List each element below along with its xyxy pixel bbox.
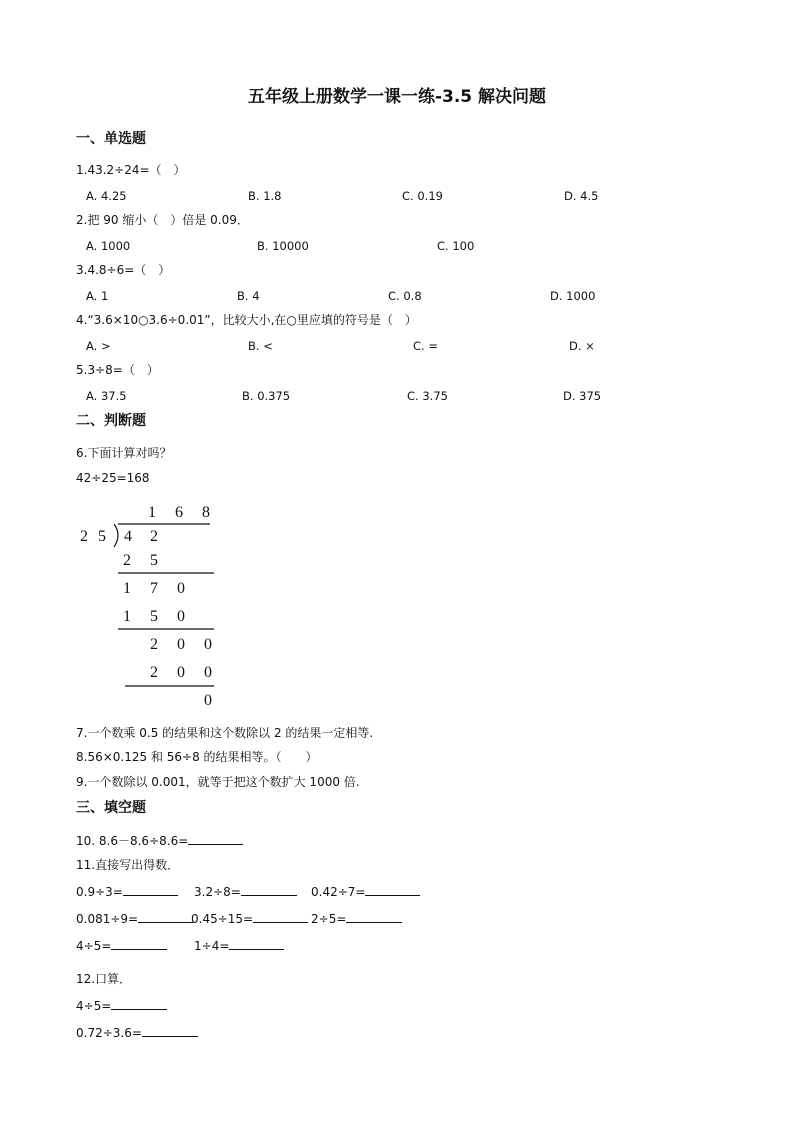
answer-blank[interactable]	[111, 937, 167, 950]
working-digit: 0	[204, 636, 212, 653]
working-digit: 2	[150, 664, 158, 681]
working-digit: 2	[123, 552, 131, 569]
question-5-option-a[interactable]: A. 37.5	[86, 389, 127, 403]
question-3-stem: 3.4.8÷6=（ ）	[76, 263, 171, 277]
question-1-option-d[interactable]: D. 4.5	[564, 189, 599, 203]
question-2-option-c[interactable]: C. 100	[437, 239, 475, 253]
question-12-item	[76, 997, 167, 1014]
question-6-stem: 6.下面计算对吗？	[76, 446, 172, 460]
answer-blank[interactable]	[111, 997, 167, 1010]
answer-blank[interactable]	[346, 910, 402, 923]
working-digit: 7	[150, 580, 158, 597]
question-11-item-text: 0.081÷9=	[76, 912, 139, 926]
question-5-option-d[interactable]: D. 375	[563, 389, 602, 403]
working-digit: 0	[177, 608, 185, 625]
question-12-item-text: 4÷5=	[76, 999, 112, 1013]
question-12-item-text: 0.72÷3.6=	[76, 1026, 142, 1040]
question-11-item	[191, 910, 308, 927]
dividend-digit: 2	[150, 528, 158, 545]
question-1-option-b[interactable]: B. 1.8	[248, 189, 282, 203]
answer-blank[interactable]	[123, 883, 178, 896]
question-2-option-a[interactable]: A. 1000	[86, 239, 131, 253]
working-digit: 0	[204, 692, 212, 709]
question-11-item	[76, 937, 167, 954]
section-fill: 三、填空题	[76, 800, 146, 816]
question-7: 7.一个数乘 0.5 的结果和这个数除以 2 的结果一定相等.	[76, 726, 374, 740]
working-digit: 1	[123, 608, 131, 625]
answer-blank[interactable]	[188, 832, 243, 845]
working-digit: 0	[177, 664, 185, 681]
section-single-choice: 一、单选题	[76, 131, 146, 147]
question-5-stem: 5.3÷8=（ ）	[76, 363, 159, 377]
question-1-option-c[interactable]: C. 0.19	[402, 189, 443, 203]
question-11-item-text: 3.2÷8=	[194, 885, 241, 899]
answer-blank[interactable]	[229, 937, 284, 950]
question-4-option-d[interactable]: D. ×	[569, 339, 595, 353]
section-judge: 二、判断题	[76, 413, 146, 429]
question-4-option-c[interactable]: C. =	[413, 339, 438, 353]
working-digit: 2	[150, 636, 158, 653]
question-12-stem: 12.口算．	[76, 972, 132, 986]
question-11-item-text: 0.9÷3=	[76, 885, 123, 899]
quotient-digit: 8	[202, 504, 210, 521]
question-11-item-text: 2÷5=	[311, 912, 347, 926]
answer-blank[interactable]	[241, 883, 297, 896]
question-11-item-text: 0.45÷15=	[191, 912, 254, 926]
question-9: 9.一个数除以 0.001，就等于把这个数扩大 1000 倍.	[76, 775, 360, 789]
question-5-option-c[interactable]: C. 3.75	[407, 389, 448, 403]
working-digit: 0	[204, 664, 212, 681]
quotient-digit: 6	[175, 504, 183, 521]
question-1-option-a[interactable]: A. 4.25	[86, 189, 127, 203]
question-11-item	[311, 910, 402, 927]
answer-blank[interactable]	[253, 910, 308, 923]
long-division-figure	[70, 498, 230, 716]
question-2-option-b[interactable]: B. 10000	[257, 239, 309, 253]
answer-blank[interactable]	[142, 1024, 198, 1037]
question-11-item	[194, 937, 284, 954]
working-digit: 5	[150, 608, 158, 625]
working-digit: 0	[177, 636, 185, 653]
question-3-option-c[interactable]: C. 0.8	[388, 289, 422, 303]
question-12-item	[76, 1024, 198, 1041]
question-8: 8.56×0.125 和 56÷8 的结果相等。（ ）	[76, 750, 318, 764]
question-10	[76, 832, 243, 849]
working-digit: 0	[177, 580, 185, 597]
answer-blank[interactable]	[138, 910, 193, 923]
question-11-item	[76, 883, 178, 900]
question-11-stem: 11.直接写出得数．	[76, 858, 180, 872]
question-11-item-text: 0.42÷7=	[311, 885, 366, 899]
page-title: 五年级上册数学一课一练-3.5 解决问题	[247, 87, 547, 107]
divisor-digit: 5	[98, 528, 106, 545]
question-4-option-a[interactable]: A. >	[86, 339, 111, 353]
quotient-digit: 1	[148, 504, 156, 521]
answer-blank[interactable]	[365, 883, 420, 896]
question-10-expression: 10. 8.6－8.6÷8.6=	[76, 834, 189, 848]
working-digit: 5	[150, 552, 158, 569]
divisor-digit: 2	[80, 528, 88, 545]
working-digit: 1	[123, 580, 131, 597]
dividend-digit: 4	[124, 528, 132, 545]
question-11-item-text: 1÷4=	[194, 939, 230, 953]
question-2-stem: 2.把 90 缩小（ ）倍是 0.09．	[76, 213, 249, 227]
question-5-option-b[interactable]: B. 0.375	[242, 389, 291, 403]
question-3-option-d[interactable]: D. 1000	[550, 289, 596, 303]
question-6-expression: 42÷25=168	[76, 471, 150, 485]
question-4-stem: 4.“3.6×10○3.6÷0.01”，比较大小,在○里应填的符号是（ ）	[76, 313, 417, 327]
division-bracket	[114, 524, 118, 547]
question-3-option-a[interactable]: A. 1	[86, 289, 109, 303]
question-11-item	[194, 883, 297, 900]
question-11-item	[311, 883, 420, 900]
question-1-stem: 1.43.2÷24=（ ）	[76, 163, 186, 177]
question-3-option-b[interactable]: B. 4	[237, 289, 260, 303]
question-4-option-b[interactable]: B. <	[248, 339, 273, 353]
question-11-item	[76, 910, 193, 927]
question-11-item-text: 4÷5=	[76, 939, 112, 953]
